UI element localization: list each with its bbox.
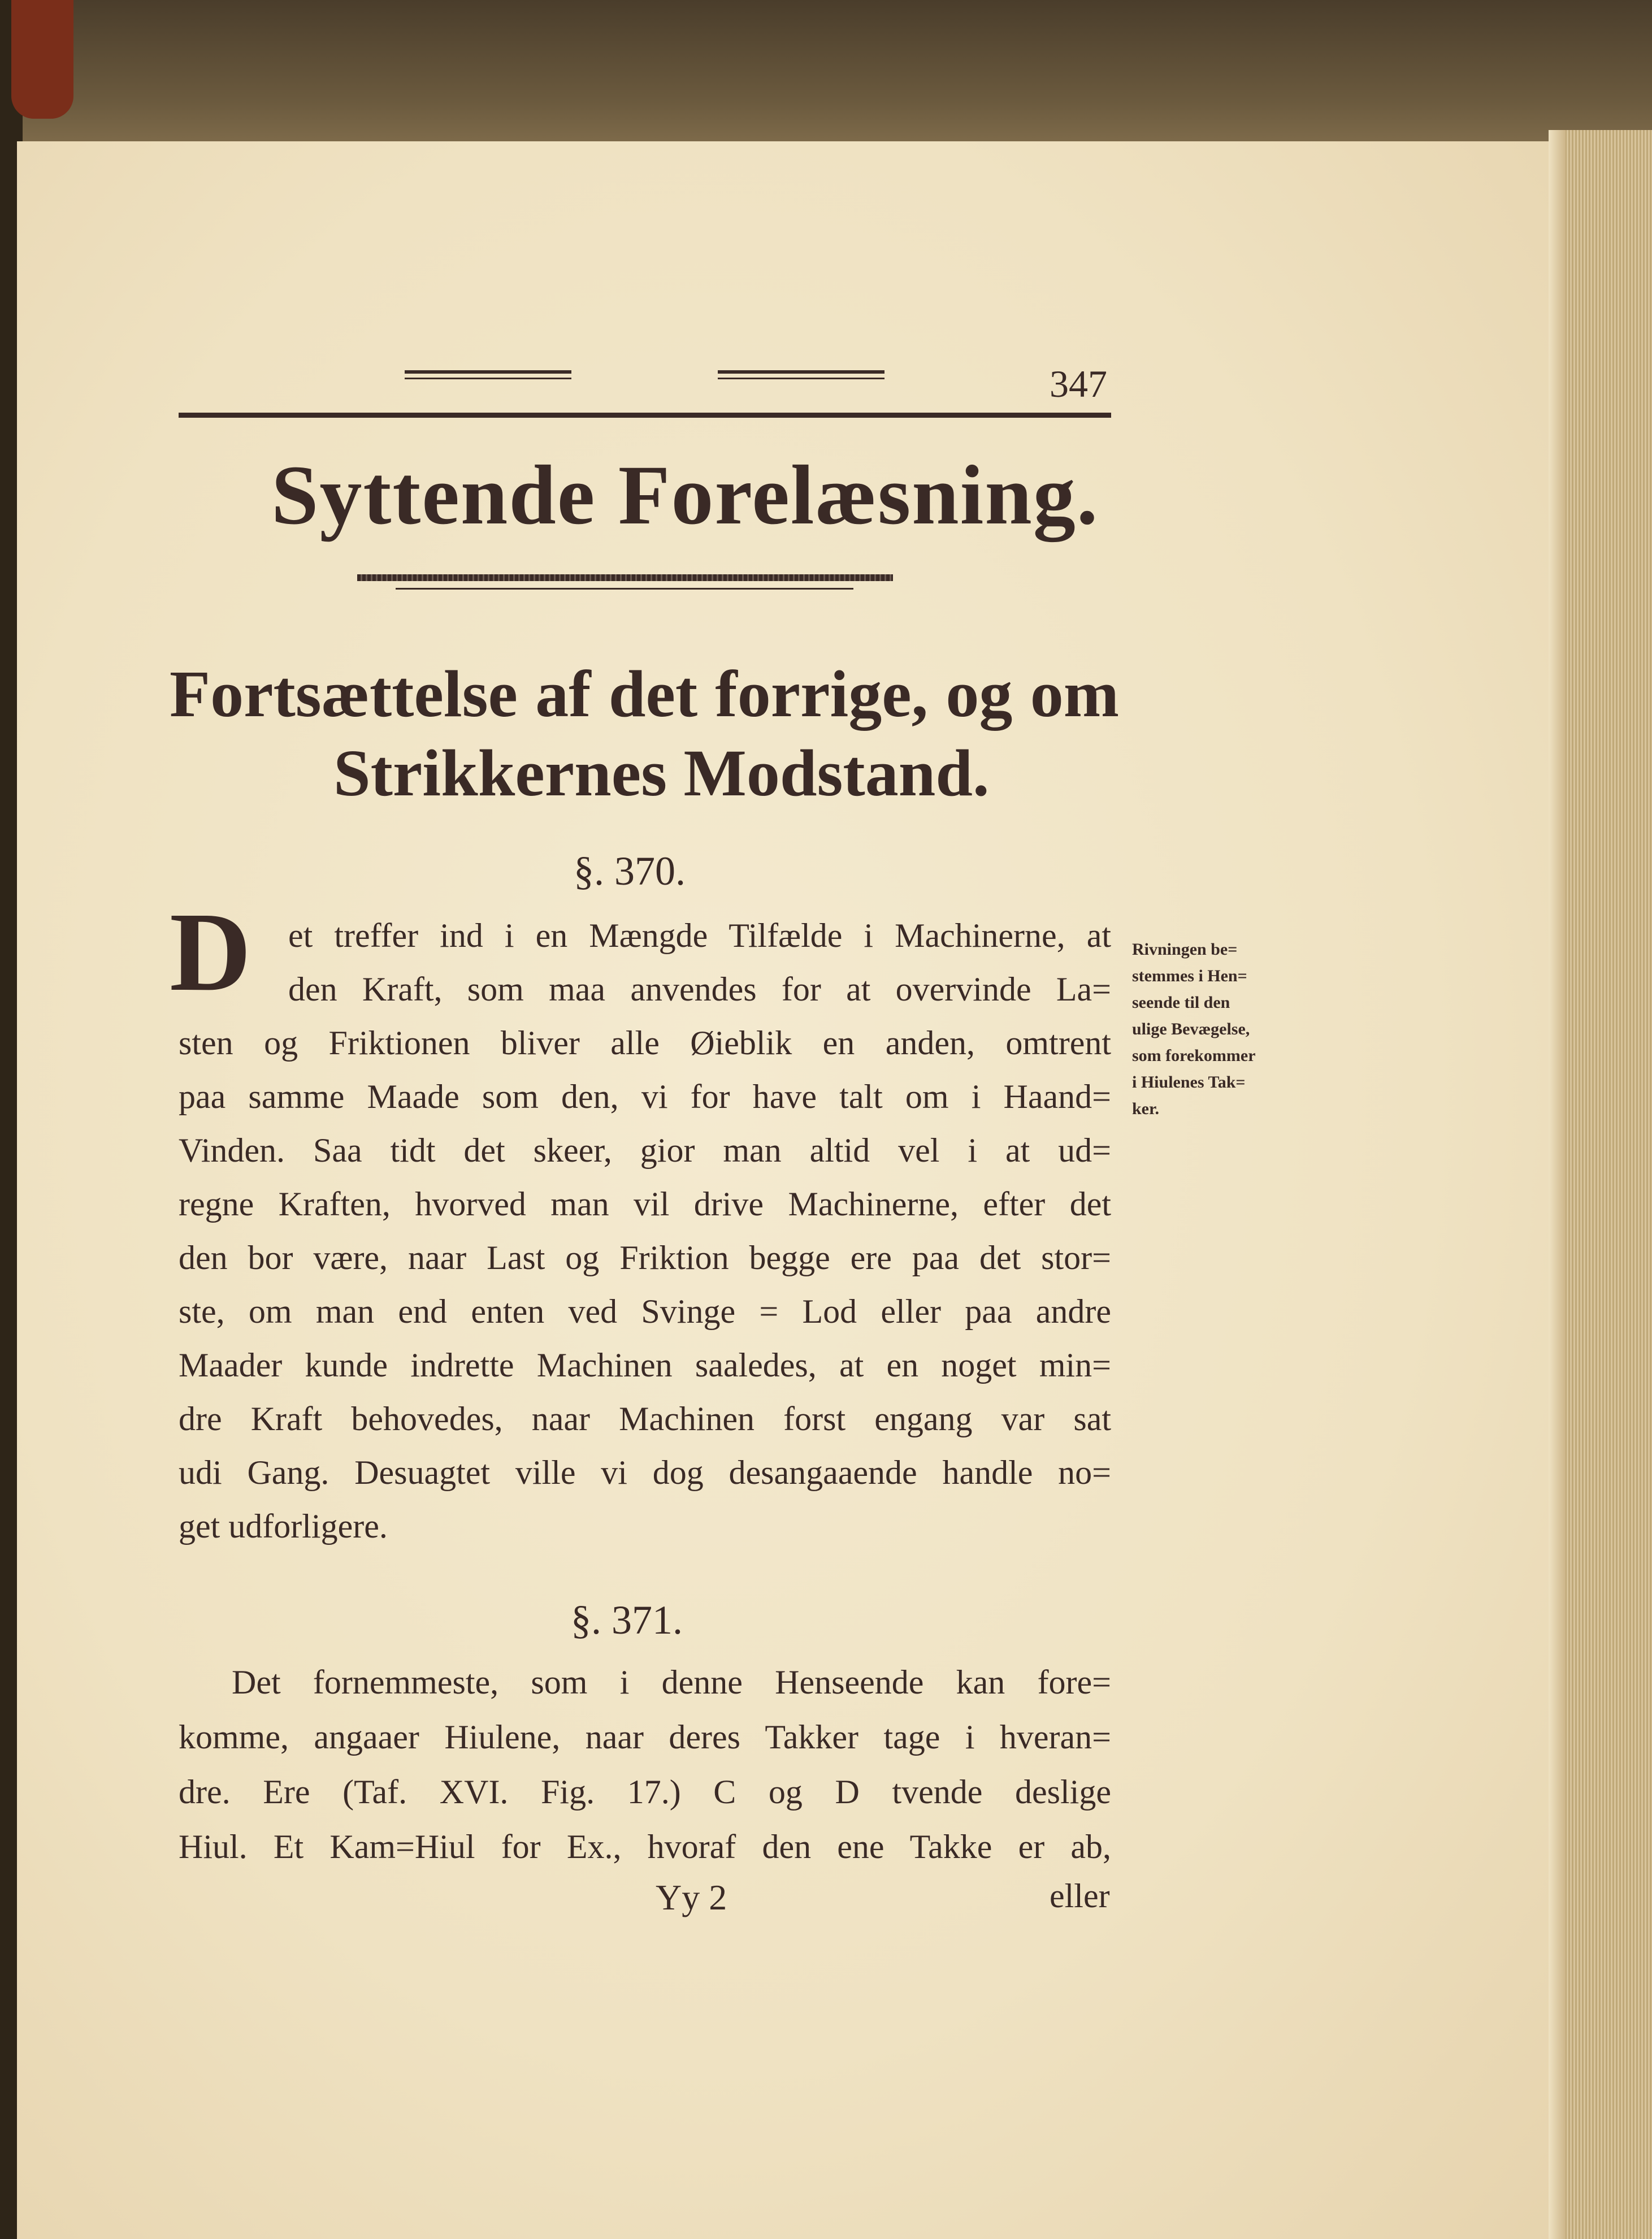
margin-note-line: ker. — [1132, 1099, 1160, 1118]
body-line: komme, angaaer Hiulene, naar deres Takker tage i hveran= — [179, 1718, 1111, 1756]
section-heading-line: Fortsættelse af det forrige, og om — [170, 657, 1119, 731]
section-label: §. 370. — [574, 848, 686, 894]
body-line: regne Kraften, hvorved man vil drive Machinerne, efter det — [179, 1185, 1111, 1223]
body-line: den bor være, naar Last og Friktion begge ere paa det stor= — [179, 1239, 1111, 1276]
ornament-rule-left — [405, 370, 571, 374]
decorative-rule-thin — [396, 588, 853, 590]
body-line: Det fornemmeste, som i denne Henseende kan fore= — [232, 1664, 1111, 1701]
page-number: 347 — [1050, 362, 1107, 405]
body-line: Maader kunde indrette Machinen saaledes, at en noget min= — [179, 1346, 1111, 1384]
ornament-rule-left-thin — [405, 378, 571, 379]
page-edges — [1560, 130, 1652, 2239]
ornament-rule-right — [718, 370, 884, 374]
header-rule — [179, 413, 1111, 418]
body-line: paa samme Maade som den, vi for have talt om i Haand= — [179, 1078, 1111, 1115]
margin-note-line: ulige Bevægelse, — [1132, 1020, 1250, 1038]
body-line: Hiul. Et Kam=Hiul for Ex., hvoraf den ene Takke er ab, — [179, 1828, 1111, 1865]
margin-note-line: Rivningen be= — [1132, 940, 1238, 959]
margin-note-line: som forekommer — [1132, 1046, 1256, 1065]
margin-note-line: stemmes i Hen= — [1132, 967, 1247, 985]
chapter-title: Syttende Forelæsning. — [271, 448, 1099, 542]
margin-note-line: seende til den — [1132, 993, 1230, 1012]
drop-cap: D — [170, 890, 252, 1015]
body-line: et treffer ind i en Mængde Tilfælde i Machinerne, at — [288, 917, 1111, 954]
body-line: get udforligere. — [179, 1508, 388, 1545]
body-line: Vinden. Saa tidt det skeer, gior man altid vel i at ud= — [179, 1132, 1111, 1169]
body-line: dre. Ere (Taf. XVI. Fig. 17.) C og D tvende deslige — [179, 1773, 1111, 1811]
margin-note-line: i Hiulenes Tak= — [1132, 1073, 1246, 1092]
section-label: §. 371. — [571, 1597, 683, 1643]
body-line: udi Gang. Desuagtet ville vi dog desangaaende handle no= — [179, 1454, 1111, 1491]
body-line: sten og Friktionen bliver alle Øieblik en anden, omtrent — [179, 1024, 1111, 1062]
bookmark-ribbon — [11, 0, 73, 119]
ornament-rule-right-thin — [718, 378, 884, 379]
body-line: dre Kraft behovedes, naar Machinen forst engang var sat — [179, 1400, 1111, 1437]
body-line: den Kraft, som maa anvendes for at overvinde La= — [288, 971, 1111, 1008]
body-line: ste, om man end enten ved Svinge = Lod eller paa andre — [179, 1293, 1111, 1330]
section-heading-line: Strikkernes Modstand. — [333, 736, 990, 810]
catchword: eller — [1050, 1877, 1110, 1915]
signature-mark: Yy 2 — [656, 1877, 727, 1917]
decorative-rule — [357, 574, 893, 581]
